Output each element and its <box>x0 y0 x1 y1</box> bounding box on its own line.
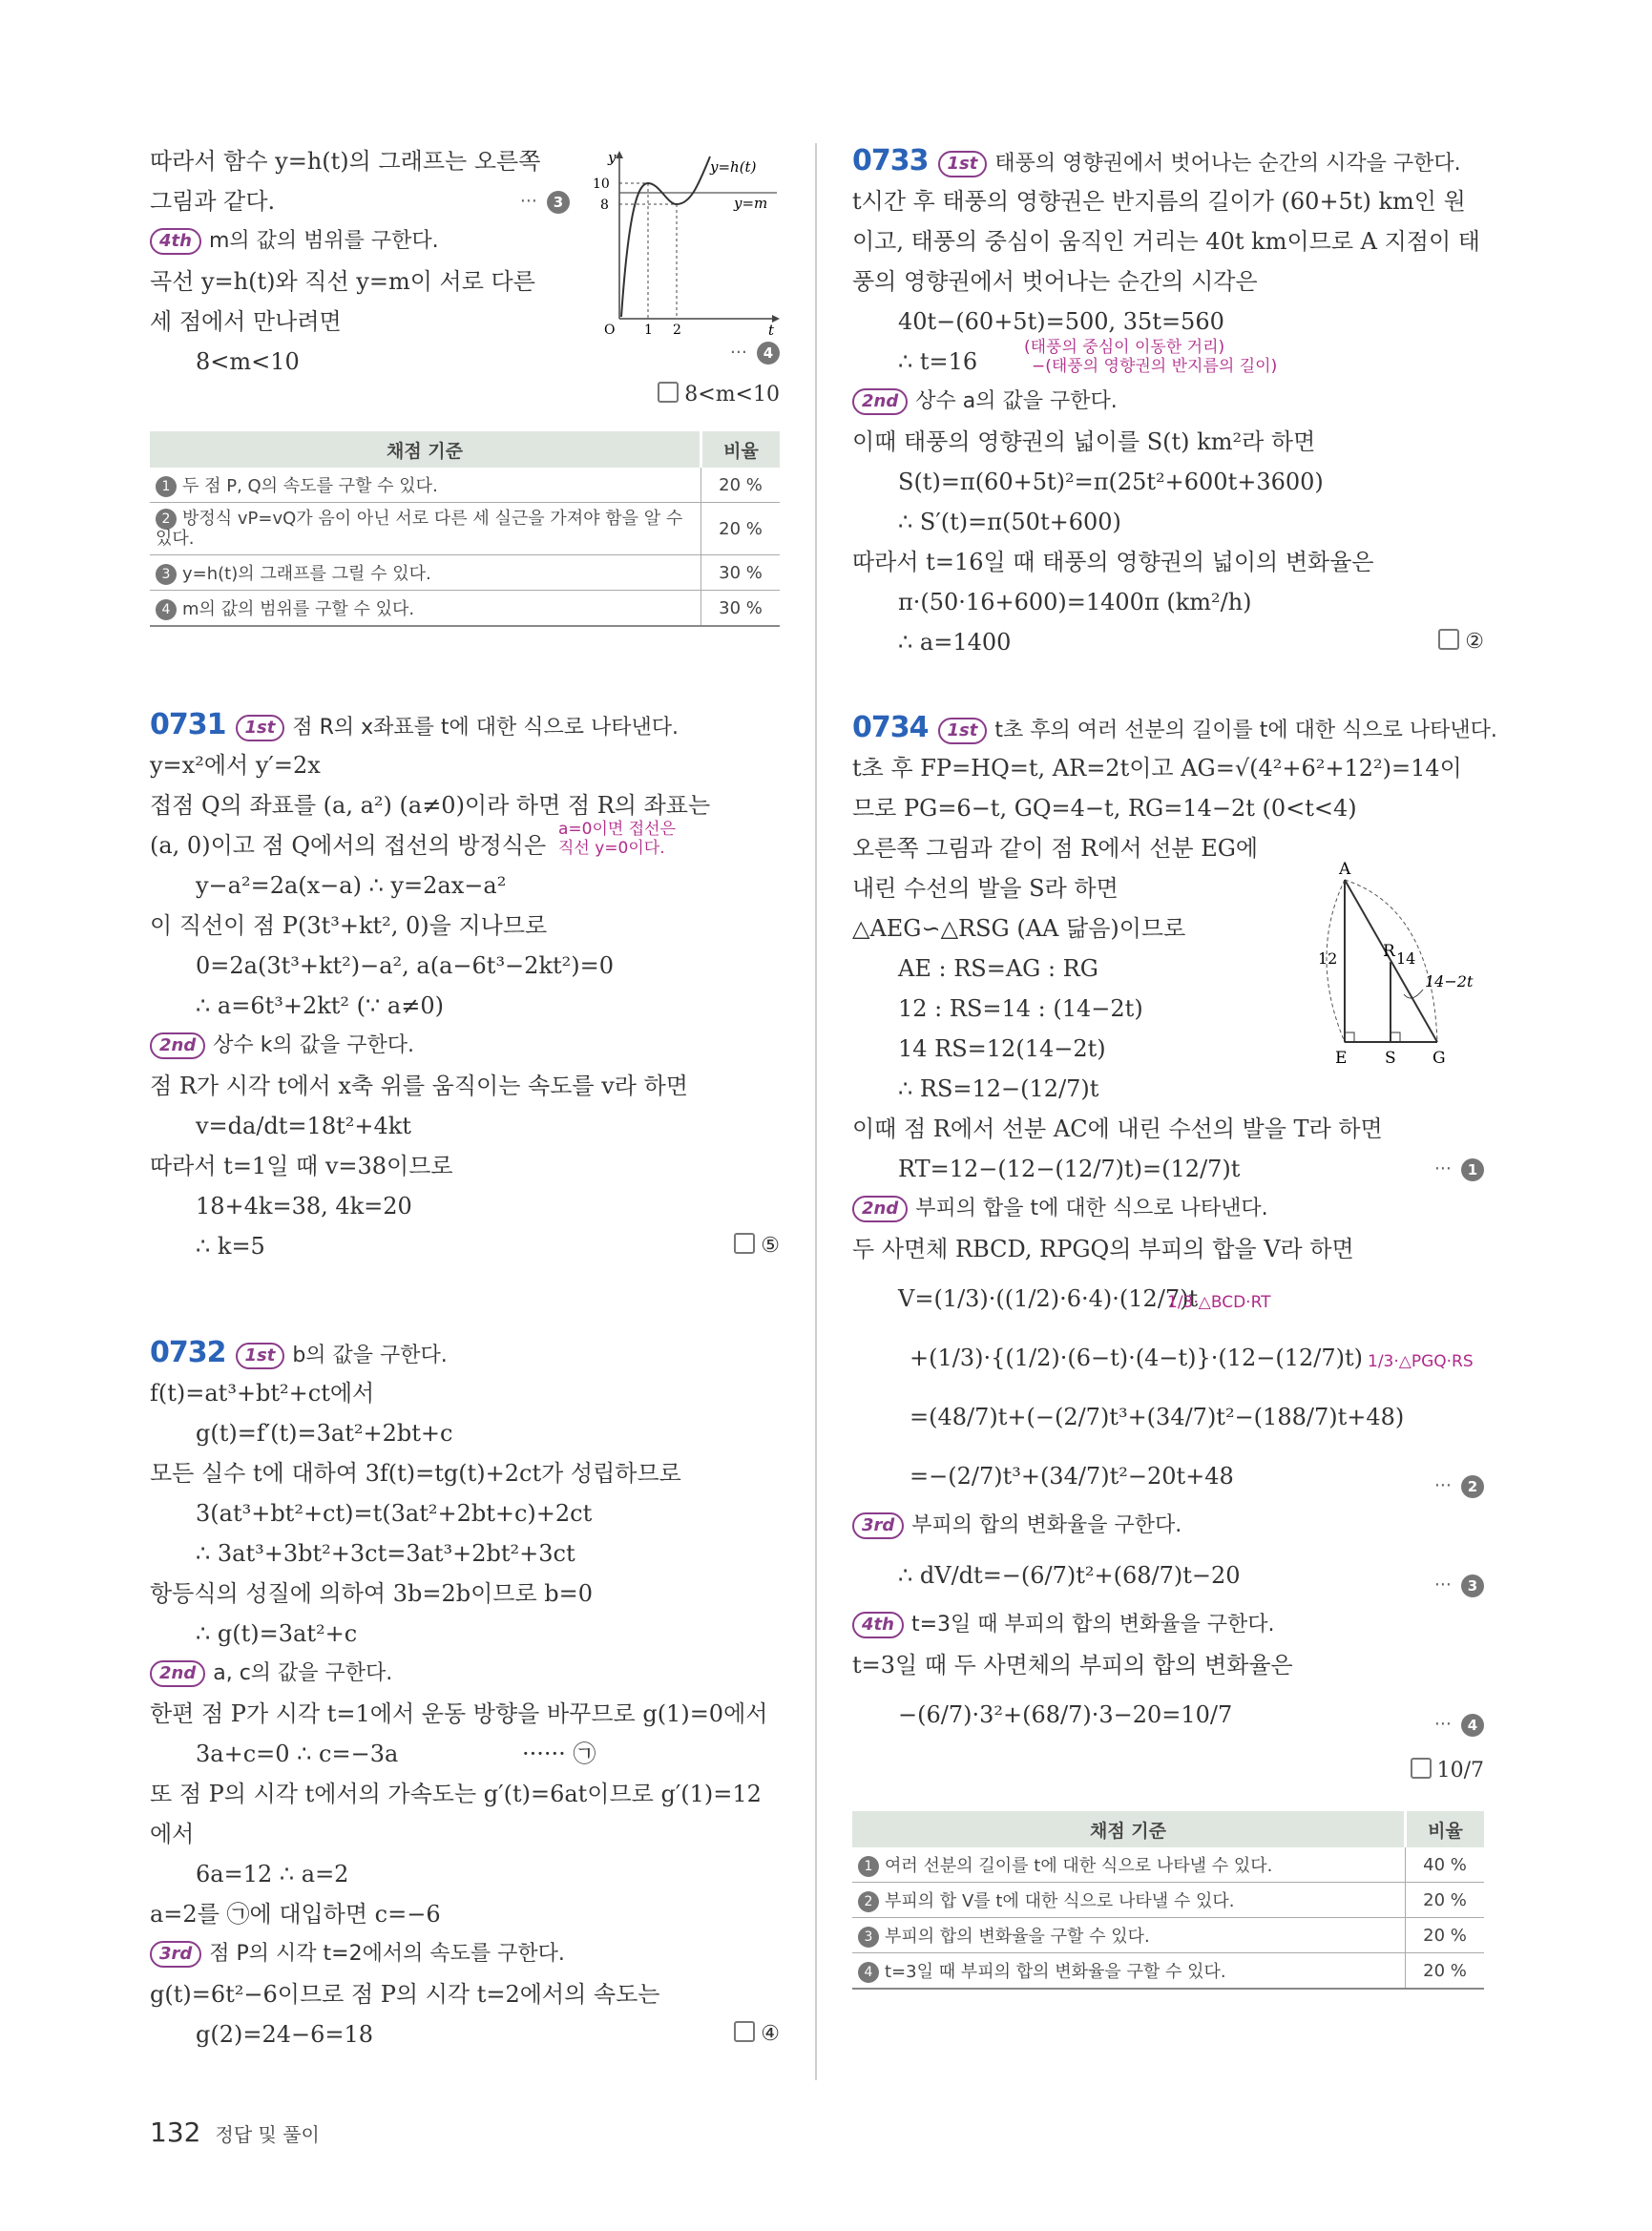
point-label: R <box>1383 942 1395 961</box>
text-line: 이때 점 R에서 선분 AC에 내린 수선의 발을 T라 하면 <box>852 1116 1383 1142</box>
equation: 14 RS=12(14−2t) <box>898 1035 1106 1062</box>
answer: 10/7 <box>1411 1744 1484 1798</box>
hx-graph <box>591 149 782 335</box>
text-line: △AEG∽△RSG (AA 닮음)이므로 <box>852 915 1186 942</box>
answer: ⑤ <box>734 1226 780 1266</box>
q0732 <box>150 1333 780 2054</box>
left-column <box>150 141 780 2054</box>
equation: 3a+c=0 ∴ c=−3a ······ ㉠ <box>150 1734 780 1774</box>
equation: 12 : RS=14 : (14−2t) <box>898 995 1143 1022</box>
column-divider <box>815 143 817 2080</box>
equation: 3(at³+bt²+ct)=t(3at²+2bt+c)+2ct <box>196 1500 593 1527</box>
triangle-figure <box>1289 851 1480 1071</box>
text-line: 접점 Q의 좌표를 (a, a²) (a≠0)이라 하면 점 R의 좌표는 <box>150 792 711 819</box>
text-line: 그림과 같다. ··· 3 <box>150 181 570 221</box>
x-tick: 2 <box>673 323 681 335</box>
text-line: 에서 <box>150 1821 195 1847</box>
text-line: t=3일 때 두 사면체의 부피의 합의 변화율은 <box>852 1652 1293 1678</box>
step-heading: 2nd 상수 a의 값을 구한다. <box>852 382 1484 422</box>
step-marker: ··· 3 <box>1434 1555 1484 1615</box>
equation-ref: ······ ㉠ <box>522 1741 596 1767</box>
step-marker: ··· 3 <box>520 181 570 221</box>
step-marker: ··· 4 <box>730 342 780 365</box>
table-row: 1 여러 선분의 길이를 t에 대한 식으로 나타낼 수 있다. 40 % <box>852 1847 1484 1883</box>
step-heading: 0731 1st 점 R의 x좌표를 t에 대한 식으로 나타낸다. <box>150 708 680 741</box>
text-line: 항등식의 성질에 의하여 3b=2b이므로 b=0 <box>150 1580 594 1607</box>
text-line: 이고, 태풍의 중심이 움직인 거리는 40t km이므로 A 지점이 태 <box>852 228 1480 255</box>
equation: V=(1/3)·((1/2)·6·4)·(12/7)t 1/3·△BCD·RT <box>852 1269 1484 1328</box>
text-line: f(t)=at³+bt²+ct에서 <box>150 1380 375 1407</box>
step-marker: ··· 4 <box>1434 1695 1484 1754</box>
curve-label: y=h(t) <box>710 158 757 176</box>
equation: 0=2a(3t³+kt²)−a², a(a−6t³−2kt²)=0 <box>196 952 614 979</box>
step-heading: 4th t=3일 때 부피의 합의 변화율을 구한다. <box>852 1605 1484 1645</box>
equation: ∴ S′(t)=π(50t+600) <box>898 509 1121 535</box>
table-header: 비율 <box>701 431 781 468</box>
equation: ∴ RS=12−(12/7)t <box>898 1075 1099 1102</box>
step-heading: 0733 1st 태풍의 영향권에서 벗어나는 순간의 시각을 구한다. <box>852 144 1461 177</box>
answer-row <box>852 1744 1484 1798</box>
text-line: 곡선 y=h(t)와 직선 y=m이 서로 다른 <box>150 268 535 295</box>
equation: S(t)=π(60+5t)²=π(25t²+600t+3600) <box>898 469 1324 495</box>
answer-icon <box>658 382 679 403</box>
length-label: 14−2t <box>1425 972 1474 990</box>
equation: v=da/dt=18t²+4kt <box>196 1113 411 1139</box>
point-label: E <box>1335 1049 1348 1068</box>
y-tick: 8 <box>600 198 609 213</box>
equation: 40t−(60+5t)=500, 35t=560 <box>898 308 1224 335</box>
table-row: 4 t=3일 때 부피의 합의 변화율을 구할 수 있다. 20 % <box>852 1953 1484 1990</box>
annotation: 1/3·△PGQ·RS <box>1368 1352 1474 1371</box>
equation: =(48/7)t+(−(2/7)t³+(34/7)t²−(188/7)t+48) <box>910 1404 1405 1430</box>
step-marker: ··· 2 <box>1434 1456 1484 1515</box>
annotation: a=0이면 접선은 직선 y=0이다. <box>558 820 676 858</box>
text-line: 내린 수선의 발을 S라 하면 <box>852 875 1119 902</box>
length-label: 12 <box>1318 949 1338 968</box>
step-heading: 2nd 상수 k의 값을 구한다. <box>150 1026 780 1066</box>
equation: 8<m<10 <box>196 348 300 375</box>
step-heading: 3rd 부피의 합의 변화율을 구한다. <box>852 1506 1484 1546</box>
x-tick: 1 <box>644 323 653 335</box>
table-row: 4 m의 값의 범위를 구할 수 있다. 30 % <box>150 591 780 627</box>
right-column <box>852 141 1497 1990</box>
equation: y−a²=2a(x−a) ∴ y=2ax−a² <box>196 872 507 899</box>
step-heading: 3rd 점 P의 시각 t=2에서의 속도를 구한다. <box>150 1934 780 1974</box>
equation: ∴ dV/dt=−(6/7)t²+(68/7)t−20 ··· 3 <box>852 1546 1484 1605</box>
x-axis-label: t <box>768 322 775 335</box>
equation: ∴ k=5 ⑤ <box>150 1226 780 1266</box>
step-heading: 0734 1st t초 후의 여러 선분의 길이를 t에 대한 식으로 나타낸다. <box>852 711 1497 744</box>
text-line: 또 점 P의 시각 t에서의 가속도는 g′(t)=6at이므로 g′(1)=12 <box>150 1781 762 1807</box>
equation: −(6/7)·3²+(68/7)·3−20=10/7 ··· 4 <box>852 1685 1484 1744</box>
text-line: 세 점에서 만나려면 <box>150 308 342 335</box>
step-heading: 2nd a, c의 값을 구한다. <box>150 1654 780 1694</box>
q0733 <box>852 141 1484 662</box>
equation: π·(50·16+600)=1400π (km²/h) <box>898 589 1252 615</box>
q0731 <box>150 705 780 1266</box>
text-line: 모든 실수 t에 대하여 3f(t)=tg(t)+2ct가 성립하므로 <box>150 1460 681 1487</box>
equation: ∴ g(t)=3at²+c <box>196 1620 358 1647</box>
q0734 <box>852 708 1497 1798</box>
equation: ∴ t=16 (태풍의 중심이 이동한 거리) −(태풍의 영향권의 반지름의 길이) <box>898 338 1278 376</box>
text-line: 따라서 함수 y=h(t)의 그래프는 오른쪽 <box>150 148 541 175</box>
equation: g(2)=24−6=18 ④ <box>150 2014 780 2054</box>
text-line: 이 직선이 점 P(3t³+kt², 0)을 지나므로 <box>150 912 548 939</box>
text-line: t시간 후 태풍의 영향권은 반지름의 길이가 (60+5t) km인 원 <box>852 188 1466 215</box>
text-line: 므로 PG=6−t, GQ=4−t, RG=14−2t (0<t<4) <box>852 795 1357 822</box>
footer-label: 정답 및 풀이 <box>215 2123 320 2146</box>
text-line: 점 R가 시각 t에서 x축 위를 움직이는 속도를 v라 하면 <box>150 1073 688 1099</box>
x-tick: O <box>604 323 616 335</box>
equation: +(1/3)·{(1/2)·(6−t)·(4−t)}·(12−(12/7)t) 1/3·△PGQ·RS <box>852 1328 1484 1387</box>
text-line: 풍의 영향권에서 벗어나는 순간의 시각은 <box>852 268 1258 295</box>
equation: =−(2/7)t³+(34/7)t²−20t+48 ··· 2 <box>852 1447 1484 1506</box>
equation: 18+4k=38, 4k=20 <box>196 1193 412 1220</box>
answer: 8<m<10 <box>658 382 780 407</box>
page-number: 132 <box>150 2116 201 2148</box>
table-row: 2 방정식 vP=vQ가 음이 아닌 서로 다른 세 실근을 가져야 함을 알 수 있다. 20 % <box>150 503 780 555</box>
text-line: t초 후 FP=HQ=t, AR=2t이고 AG=√(4²+6²+12²)=14이 <box>852 755 1462 782</box>
answer-icon <box>1411 1758 1432 1779</box>
point-label: G <box>1432 1049 1446 1068</box>
q0730-continuation <box>150 141 780 418</box>
equation: 6a=12 ∴ a=2 <box>196 1861 349 1887</box>
text-line: 두 사면체 RBCD, RPGQ의 부피의 합을 V라 하면 <box>852 1236 1354 1262</box>
page-footer <box>150 2116 320 2148</box>
equation: RT=12−(12−(12/7)t)=(12/7)t ··· 1 <box>852 1149 1484 1189</box>
step-heading: 0732 1st b의 값을 구한다. <box>150 1336 448 1369</box>
text-line: 오른쪽 그림과 같이 점 R에서 선분 EG에 <box>852 835 1259 862</box>
text-line: g(t)=6t²−6이므로 점 P의 시각 t=2에서의 속도는 <box>150 1981 660 2008</box>
text-line: 이때 태풍의 영향권의 넓이를 S(t) km²라 하면 <box>852 428 1316 455</box>
length-label: 14 <box>1396 949 1416 968</box>
scoring-table-1 <box>150 431 780 627</box>
table-row: 3 부피의 합의 변화율을 구할 수 있다. 20 % <box>852 1918 1484 1953</box>
step-heading: 2nd 부피의 합을 t에 대한 식으로 나타낸다. <box>852 1189 1484 1229</box>
equation: g(t)=f′(t)=3at²+2bt+c <box>196 1420 453 1447</box>
equation: ∴ a=1400 ② <box>852 622 1484 662</box>
table-row: 2 부피의 합 V를 t에 대한 식으로 나타낼 수 있다. 20 % <box>852 1883 1484 1918</box>
y-tick: 10 <box>593 177 610 192</box>
text-line: y=x²에서 y′=2x <box>150 752 321 779</box>
table-row: 3 y=h(t)의 그래프를 그릴 수 있다. 30 % <box>150 555 780 591</box>
table-row: 1 두 점 P, Q의 속도를 구할 수 있다. 20 % <box>150 468 780 503</box>
step-marker: ··· 1 <box>1434 1149 1484 1189</box>
text-line: 한편 점 P가 시각 t=1에서 운동 방향을 바꾸므로 g(1)=0에서 <box>150 1700 768 1727</box>
text-line: a=2를 ㉠에 대입하면 c=−6 <box>150 1901 441 1928</box>
table-header: 채점 기준 <box>852 1811 1406 1847</box>
equation: ∴ 3at³+3bt²+3ct=3at³+2bt²+3ct <box>196 1540 575 1567</box>
text-line: (a, 0)이고 점 Q에서의 접선의 방정식은 a=0이면 접선은 직선 y=0이다. <box>150 825 780 865</box>
table-header: 비율 <box>1406 1811 1485 1847</box>
point-label: S <box>1385 1049 1396 1068</box>
answer-icon <box>1438 629 1459 650</box>
answer-icon <box>734 1233 755 1254</box>
text-line: 따라서 t=16일 때 태풍의 영향권의 넓이의 변화율은 <box>852 549 1374 575</box>
point-label: A <box>1339 860 1351 879</box>
answer: ④ <box>734 2014 780 2054</box>
scoring-table-2 <box>852 1811 1484 1990</box>
equation: AE : RS=AG : RG <box>898 955 1098 982</box>
annotation: (태풍의 중심이 이동한 거리) −(태풍의 영향권의 반지름의 길이) <box>1024 338 1278 376</box>
table-header: 채점 기준 <box>150 431 701 468</box>
text-line: 따라서 t=1일 때 v=38이므로 <box>150 1153 453 1179</box>
annotation: 1/3·△BCD·RT <box>1167 1293 1271 1312</box>
equation: ∴ a=6t³+2kt² (∵ a≠0) <box>196 992 444 1019</box>
y-axis-label: y <box>608 149 617 166</box>
answer-icon <box>734 2021 755 2042</box>
step-heading: 4th m의 값의 범위를 구한다. <box>150 221 570 261</box>
line-label: y=m <box>734 195 768 212</box>
answer: ② <box>1438 622 1484 662</box>
